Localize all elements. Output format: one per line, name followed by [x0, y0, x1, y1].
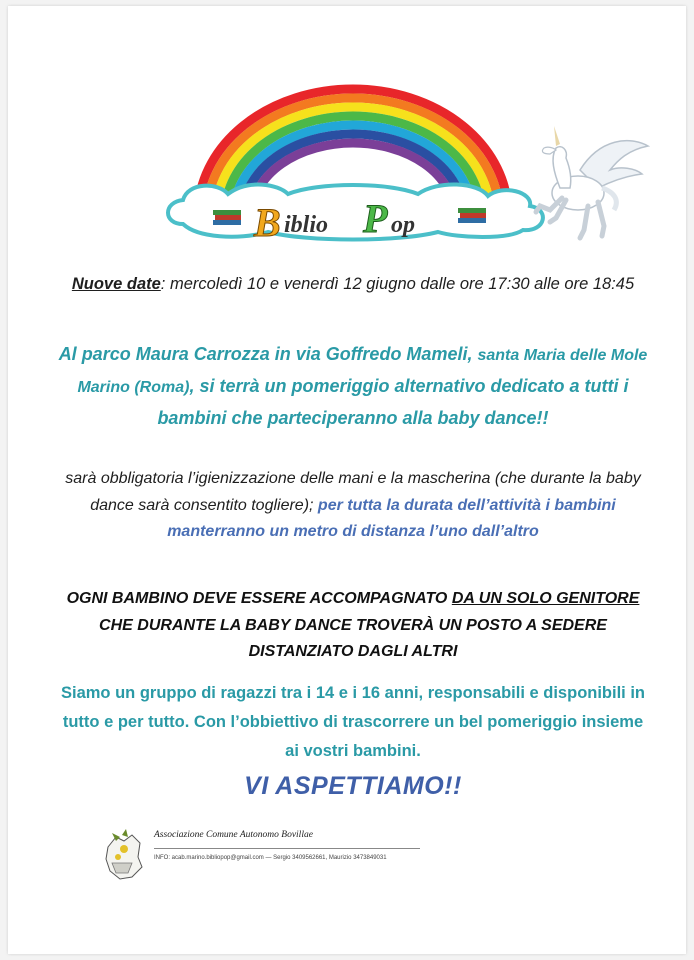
safety-part1: sarà obbligatoria l’igienizzazione delle mani e la mascherina (che durante la baby dance sarà consentito togliere);: [65, 470, 641, 514]
association-name: Associazione Comune Autonomo Bovillae: [154, 830, 313, 840]
parent-part2: DA UN SOLO GENITORE: [451, 590, 640, 607]
association-emblem-icon: [102, 827, 148, 883]
new-dates-text: : mercoledì 10 e venerdì 12 giugno dalle ore 17:30 alle ore 18:45: [160, 275, 635, 293]
contact-info: INFO: acab.marino.bibliopop@gmail.com — Sergio 3409562661, Maurizio 3473849031: [154, 855, 387, 861]
logo-letter-b: B: [254, 200, 281, 245]
closing-heading: VI ASPETTIAMO!!: [244, 772, 462, 800]
association-footer: [100, 821, 520, 889]
parent-part3: CHE DURANTE LA BABY DANCE TROVERÀ UN POSTO A SEDERE DISTANZIATO DAGLI ALTRI: [99, 616, 607, 660]
bibliopop-logo: [158, 84, 548, 254]
logo-text-iblio: iblio: [284, 212, 329, 238]
location-part1: Al parco Maura Carrozza in via Goffredo Mameli,: [58, 344, 478, 364]
event-location-paragraph: [58, 339, 648, 434]
safety-rules-paragraph: [58, 466, 648, 546]
flyer-page: [8, 6, 686, 954]
parent-part1: OGNI BAMBINO DEVE ESSERE ACCOMPAGNATO: [66, 590, 452, 607]
books-icon: [213, 210, 241, 225]
new-dates-line: [58, 272, 648, 296]
location-part2: santa Maria delle Mole Marino (Roma): [77, 347, 648, 396]
location-part3: , si terrà un pomeriggio alternativo dedicato a tutti i bambini che parteciperanno alla baby dance!!: [157, 376, 629, 428]
logo-letter-p: P: [363, 196, 388, 241]
footer-divider: [154, 848, 420, 849]
new-dates-label: Nuove date: [71, 275, 161, 293]
safety-part2: per tutta la durata dell’attività i bambini manterranno un metro di distanza l’uno dall’altro: [167, 496, 616, 540]
logo-text-op: op: [391, 212, 415, 238]
pegasus-icon: [510, 118, 655, 243]
about-us-paragraph: Siamo un gruppo di ragazzi tra i 14 e i 16 anni, responsabili e disponibili in tutto e per tutto. Con l’obbiettivo di trascorrere un bel pomeriggio insieme ai vostri bambini.: [60, 684, 646, 760]
books-icon: [458, 208, 486, 223]
parent-rule-paragraph: [58, 586, 648, 666]
